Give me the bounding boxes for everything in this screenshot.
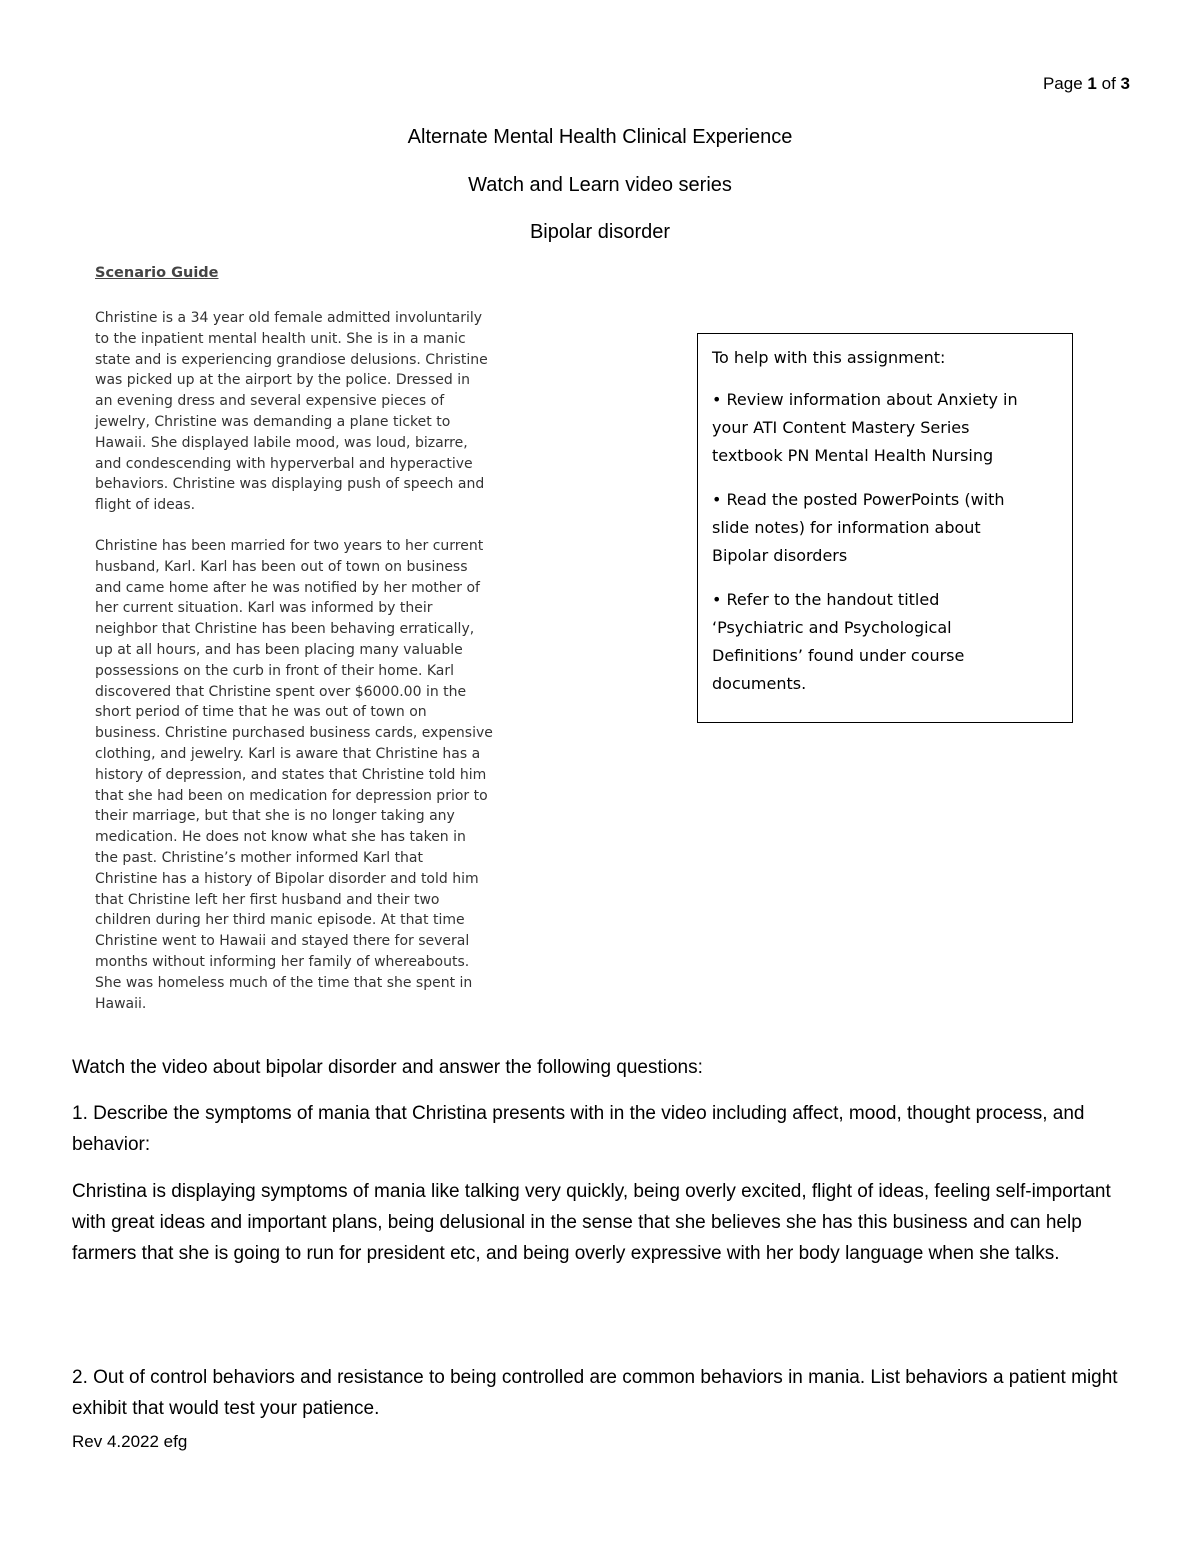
help-box-heading: To help with this assignment: (712, 348, 946, 367)
page-total: 3 (1120, 74, 1130, 93)
answer-1: Christina is displaying symptoms of mania like talking very quickly, being overly excited, flight of ideas, feeling self-important with great ideas and important plans, being delusional in the sense that she believes she has this business and can help farmers that she is going to run for president etc, and being overly expressive with her body language when she talks. (72, 1181, 1111, 1264)
page-of: of (1101, 74, 1116, 93)
help-bullet-1: • Review information about Anxiety in your ATI Content Mastery Series textbook PN Mental Health Nursing (712, 390, 1018, 465)
revision-footer: Rev 4.2022 efg (72, 1432, 188, 1451)
question-2: 2. Out of control behaviors and resistance to being controlled are common behaviors in mania. List behaviors a patient might exhibit that would test your patience. (72, 1367, 1118, 1419)
scenario-paragraph-2: Christine has been married for two years to her current husband, Karl. Karl has been out of town on business and came home after he was notified by her mother of her current situation. Karl was informed by their neighbor that Christine has been behaving erratically, up at all hours, and has been placing many valuable possessions on the curb in front of their home. Karl discovered that Christine spent over $6000.00 in the short period of time that he was out of town on business. Christine purchased business cards, expensive clothing, and jewelry. Karl is aware that Christine has a history of depression, and states that Christine told him that she had been on medication for depression prior to their marriage, but that she is no longer taking any medication. He does not know what she has taken in the past. Christine’s mother informed Karl that Christine has a history of Bipolar disorder and told him that Christine left her first husband and their two children during her third manic episode. At that time Christine went to Hawaii and stayed there for several months without informing her family of whereabouts. She was homeless much of the time that she spent in Hawaii. (95, 538, 493, 1012)
assignment-help-box (697, 333, 1073, 723)
questions-intro: Watch the video about bipolar disorder and answer the following questions: (72, 1057, 703, 1078)
scenario-guide-heading: Scenario Guide (95, 265, 219, 281)
page-current: 1 (1087, 74, 1097, 93)
help-bullet-3: • Refer to the handout titled ‘Psychiatric and Psychological Definitions’ found under course documents. (712, 590, 965, 693)
page-number (1043, 74, 1130, 94)
help-bullet-2: • Read the posted PowerPoints (with slide notes) for information about Bipolar disorders (712, 490, 1005, 565)
question-1: 1. Describe the symptoms of mania that Christina presents with in the video including affect, mood, thought process, and behavior: (72, 1103, 1085, 1155)
document-subtitle: Watch and Learn video series (468, 174, 732, 196)
scenario-paragraph-1: Christine is a 34 year old female admitted involuntarily to the inpatient mental health unit. She is in a manic state and is experiencing grandiose delusions. Christine was picked up at the airport by the police. Dressed in an evening dress and several expensive pieces of jewelry, Christine was demanding a plane ticket to Hawaii. She displayed labile mood, was loud, bizarre, and condescending with hyperverbal and hyperactive behaviors. Christine was displaying push of speech and flight of ideas. (95, 310, 488, 514)
document-topic: Bipolar disorder (529, 221, 671, 243)
document-title: Alternate Mental Health Clinical Experience (407, 126, 793, 148)
page-label: Page (1042, 74, 1083, 93)
